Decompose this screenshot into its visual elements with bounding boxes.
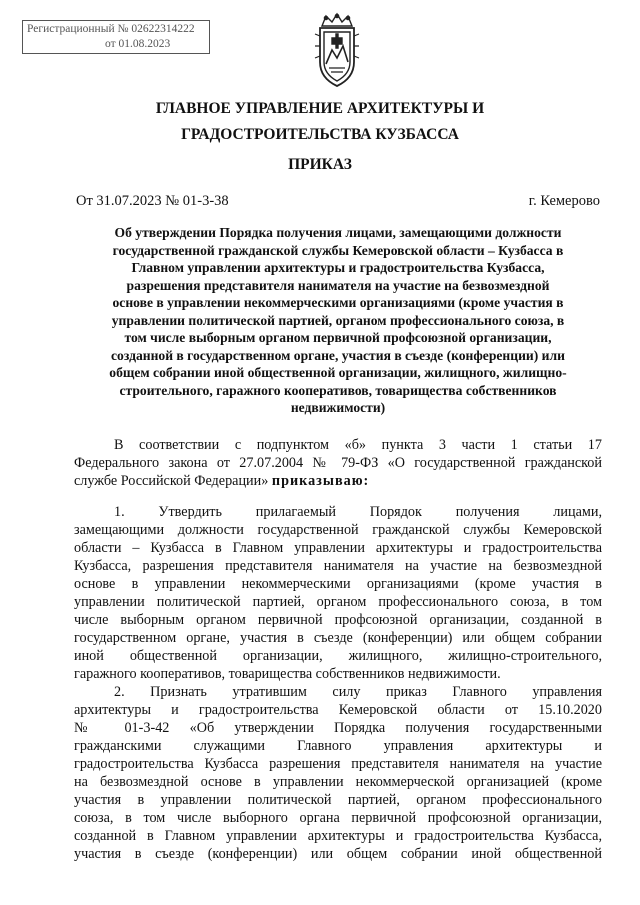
subject-line: государственной гражданской службы Кемеровской области – Кузбасса в: [112, 242, 564, 258]
subject-line: основе в управлении некоммерческими организациями (кроме участия в: [112, 295, 564, 310]
preamble-line: В соответствии с подпунктом «б» пункта 3 части 1 статьи 17: [114, 437, 602, 453]
stamp-registration-number: Регистрационный № 02622314222: [27, 23, 195, 35]
item-2-paragraph: [74, 683, 602, 863]
preamble-paragraph: [74, 436, 602, 490]
item-2-line: гражданскими служащими Главного управления архитектуры и: [74, 738, 602, 754]
preamble-line-last: [74, 472, 602, 490]
item-2-line: 2. Признать утратившим силу приказ Главного управления: [114, 684, 602, 700]
item-2-line: архитектуры и градостроительства Кемеровской области от 15.10.2020: [74, 702, 602, 718]
order-subject: [74, 224, 602, 417]
subject-line: недвижимости): [290, 400, 386, 415]
item-1-line: иной общественной организации, жилищного, жилищно-строительного,: [74, 648, 602, 664]
subject-line: управлении политической партией, органом профессионального союза, в: [111, 312, 565, 328]
subject-line: разрешения представителя нанимателя на участие на безвозмездной: [126, 277, 550, 293]
decree-keyword: приказываю:: [271, 473, 370, 489]
item-1-line: замещающими должности государственной гражданской службы Кемеровской: [74, 522, 602, 538]
subject-line: строительного, гаражного кооперативов, товарищества собственников: [119, 382, 557, 398]
org-line-2: ГРАДОСТРОИТЕЛЬСТВА КУЗБАССА: [181, 126, 459, 143]
item-2-line: участия в управлении политической партией, органом профессионального: [74, 792, 602, 808]
preamble-text: службе Российской Федерации»: [74, 473, 269, 489]
item-2-line: созданной в Главном управлении архитектуры и градостроительства Кузбасса,: [74, 828, 602, 844]
item-1-line: управлении политической партией, органом профессионального союза, в том: [74, 594, 602, 610]
item-2-line: градостроительства Кузбасса разрешения представителя нанимателя на участие: [74, 756, 602, 772]
subject-line: Главном управлении архитектуры и градостроительства Кузбасса,: [131, 260, 545, 275]
registration-stamp: [22, 20, 210, 54]
preamble-line: Федерального закона от 27.07.2004 № 79-ФЗ «О государственной гражданской: [74, 455, 602, 471]
item-2-line: на безвозмездной основе в управлении некоммерческой организацией (кроме: [74, 774, 602, 790]
item-1-line: основе в управлении некоммерческими организациями (кроме участия в: [74, 576, 602, 592]
item-1-paragraph: [74, 503, 602, 683]
subject-line: том числе выборным органом первичной профсоюзной организации,: [124, 330, 552, 345]
item-1-line: Кузбасса, разрешения представителя нанимателя на участие на безвозмездной: [74, 558, 602, 574]
date-number-line: [76, 193, 600, 210]
document-type-title: ПРИКАЗ: [288, 156, 352, 173]
order-date-number: От 31.07.2023 № 01-3-38: [76, 193, 229, 209]
item-1-line: 1. Утвердить прилагаемый Порядок получения лицами,: [114, 504, 602, 520]
org-line-1: ГЛАВНОЕ УПРАВЛЕНИЕ АРХИТЕКТУРЫ И: [155, 100, 485, 117]
subject-line: общем собрании иной общественной организации, жилищного, жилищно-: [109, 365, 567, 380]
item-1-line: числе выборным органом первичной профсоюзной организации, созданной в: [74, 612, 602, 628]
item-1-line: гаражного кооперативов, товарищества собственников недвижимости.: [74, 666, 501, 682]
item-2-line: союза, в том числе выборного органа первичной профсоюзной организации,: [74, 810, 602, 826]
order-city: г. Кемерово: [528, 193, 600, 209]
item-1-line: области – Кузбасса в Главном управлении архитектуры и градостроительства: [74, 540, 602, 556]
organization-name: [0, 96, 640, 148]
subject-line: созданной в государственном органе, участия в съезде (конференции) или: [111, 347, 565, 363]
stamp-registration-date: от 01.08.2023: [105, 38, 171, 50]
subject-line: Об утверждении Порядка получения лицами, замещающими должности: [114, 225, 562, 240]
coat-of-arms-emblem: [312, 12, 362, 90]
item-1-line: государственном органе, участия в съезде (конференции) или общем собрании: [74, 630, 602, 646]
item-2-line: участия в съезде (конференции) или общем собрании иной общественной: [74, 846, 602, 862]
item-2-line: № 01-3-42 «Об утверждении Порядка получения государственными: [74, 720, 602, 736]
